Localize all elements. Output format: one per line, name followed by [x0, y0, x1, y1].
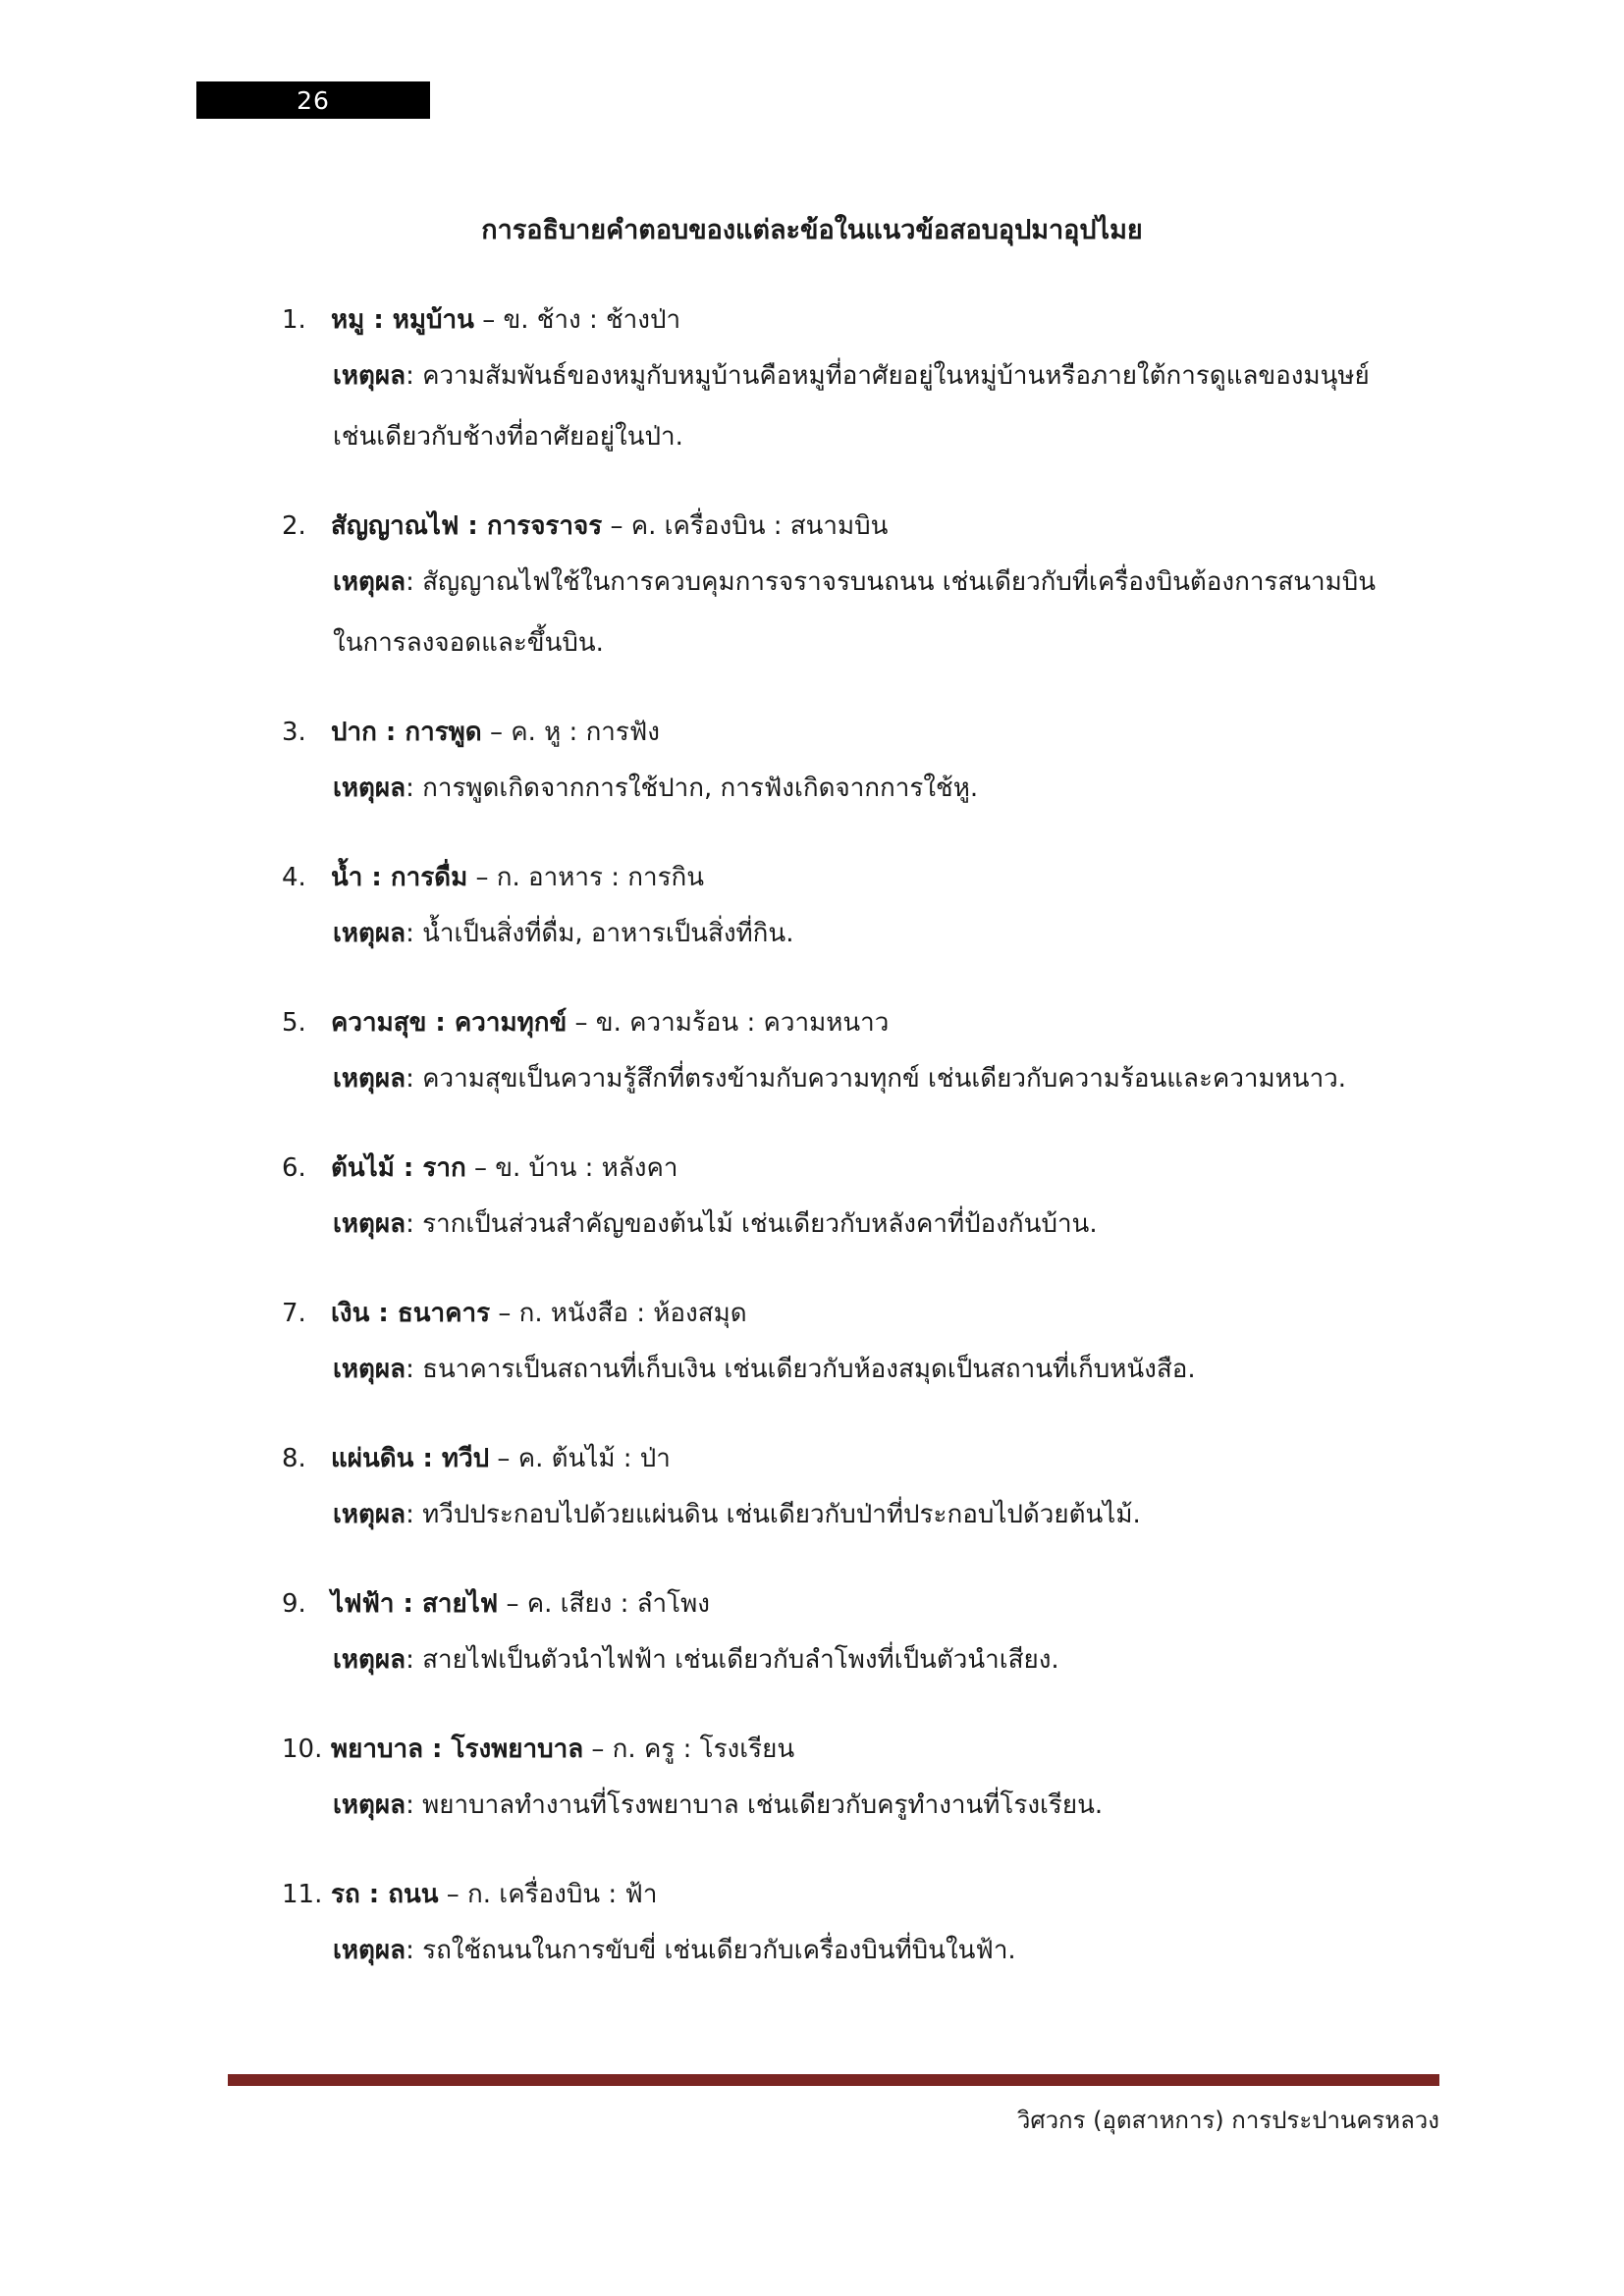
question-pair: แผ่นดิน : ทวีป: [331, 1444, 490, 1473]
question-line: [282, 852, 1460, 903]
question-line: [282, 1433, 1460, 1484]
item-number: 7.: [282, 1299, 306, 1328]
question-pair: น้ำ : การดื่ม: [331, 863, 468, 892]
reason-label: เหตุผล: [333, 919, 406, 948]
reason-text: : สัญญาณไฟใช้ในการควบคุมการจราจรบนถนน เช่นเดียวกับที่เครื่องบินต้องการสนามบิน: [406, 567, 1377, 597]
list-item: [282, 1724, 1460, 1869]
reason-text: : ความสัมพันธ์ของหมูกับหมูบ้านคือหมูที่อาศัยอยู่ในหมู่บ้านหรือภายใต้การดูแลของมนุษย์: [406, 361, 1370, 391]
page-number-bar: [196, 81, 430, 119]
answer-choice: – ข. บ้าน : หลังคา: [465, 1153, 678, 1183]
item-number: 4.: [282, 863, 306, 892]
item-number: 11.: [282, 1880, 323, 1909]
item-number: 5.: [282, 1008, 306, 1038]
question-line: [282, 1869, 1460, 1920]
list-item: [282, 707, 1460, 852]
reason-text: : ความสุขเป็นความรู้สึกที่ตรงข้ามกับความทุกข์ เช่นเดียวกับความร้อนและความหนาว.: [406, 1064, 1347, 1094]
question-pair: สัญญาณไฟ : การจราจร: [331, 511, 603, 541]
question-line: [282, 997, 1460, 1048]
reason-label: เหตุผล: [333, 1209, 406, 1239]
list-item: [282, 997, 1460, 1143]
reason-label: เหตุผล: [333, 1064, 406, 1094]
question-pair: หมู : หมูบ้าน: [331, 305, 474, 335]
answer-choice: – ข. ความร้อน : ความหนาว: [567, 1008, 890, 1038]
reason-text: : ทวีปประกอบไปด้วยแผ่นดิน เช่นเดียวกับป่าที่ประกอบไปด้วยต้นไม้.: [406, 1500, 1141, 1529]
answer-choice: – ก. อาหาร : การกิน: [467, 863, 705, 892]
answer-list: [282, 294, 1460, 2014]
item-number: 8.: [282, 1444, 306, 1473]
question-line: [282, 1724, 1460, 1775]
reason-text: : สายไฟเป็นตัวนำไฟฟ้า เช่นเดียวกับลำโพงที่เป็นตัวนำเสียง.: [406, 1645, 1059, 1675]
reason-label: เหตุผล: [333, 1500, 406, 1529]
reason-line: [282, 346, 1460, 406]
question-line: [282, 501, 1460, 552]
question-pair: ความสุข : ความทุกข์: [331, 1008, 568, 1038]
reason-label: เหตุผล: [333, 567, 406, 597]
list-item: [282, 1578, 1460, 1724]
list-item: [282, 1433, 1460, 1578]
reason-continuation: เช่นเดียวกับช้างที่อาศัยอยู่ในป่า.: [333, 422, 683, 452]
reason-label: เหตุผล: [333, 1936, 406, 1965]
reason-text: : รถใช้ถนนในการขับขี่ เช่นเดียวกับเครื่องบินที่บินในฟ้า.: [406, 1936, 1016, 1965]
question-pair: ต้นไม้ : ราก: [331, 1153, 466, 1183]
list-item: [282, 294, 1460, 501]
list-item: [282, 1143, 1460, 1288]
question-line: [282, 707, 1460, 758]
question-pair: พยาบาล : โรงพยาบาล: [331, 1735, 584, 1764]
item-number: 2.: [282, 511, 306, 541]
question-line: [282, 1578, 1460, 1629]
answer-choice: – ข. ช้าง : ช้างป่า: [473, 305, 681, 335]
item-number: 9.: [282, 1589, 306, 1619]
reason-text: : รากเป็นส่วนสำคัญของต้นไม้ เช่นเดียวกับหลังคาที่ป้องกันบ้าน.: [406, 1209, 1098, 1239]
item-number: 3.: [282, 718, 306, 747]
reason-label: เหตุผล: [333, 774, 406, 803]
reason-label: เหตุผล: [333, 1645, 406, 1675]
answer-choice: – ค. หู : การฟัง: [481, 718, 660, 747]
reason-line: [282, 1048, 1460, 1109]
reason-label: เหตุผล: [333, 361, 406, 391]
question-line: [282, 1288, 1460, 1339]
reason-line: [282, 903, 1460, 964]
footer-text: วิศวกร (อุตสาหการ) การประปานครหลวง: [1016, 2107, 1439, 2134]
question-line: [282, 294, 1460, 346]
page-title: การอธิบายคำตอบของแต่ละข้อในแนวข้อสอบอุปมาอุปไมย: [481, 215, 1143, 245]
answer-choice: – ค. ต้นไม้ : ป่า: [489, 1444, 671, 1473]
answer-choice: – ก. หนังสือ : ห้องสมุด: [490, 1299, 747, 1328]
question-pair: เงิน : ธนาคาร: [331, 1299, 491, 1328]
reason-line: [282, 758, 1460, 819]
list-item: [282, 501, 1460, 707]
item-number: 1.: [282, 305, 306, 335]
reason-label: เหตุผล: [333, 1790, 406, 1820]
page-number: 26: [297, 85, 330, 115]
reason-line: [282, 552, 1460, 613]
answer-choice: – ค. เครื่องบิน : สนามบิน: [602, 511, 889, 541]
reason-continuation: ในการลงจอดและขึ้นบิน.: [333, 628, 604, 658]
reason-label: เหตุผล: [333, 1355, 406, 1384]
reason-line: [282, 1339, 1460, 1400]
question-pair: รถ : ถนน: [331, 1880, 439, 1909]
reason-text: : น้ำเป็นสิ่งที่ดื่ม, อาหารเป็นสิ่งที่กิน.: [406, 919, 794, 948]
reason-text: : ธนาคารเป็นสถานที่เก็บเงิน เช่นเดียวกับห้องสมุดเป็นสถานที่เก็บหนังสือ.: [406, 1355, 1196, 1384]
footer-divider: [228, 2074, 1439, 2086]
list-item: [282, 1869, 1460, 2014]
reason-text: : พยาบาลทำงานที่โรงพยาบาล เช่นเดียวกับครูทำงานที่โรงเรียน.: [406, 1790, 1104, 1820]
list-item: [282, 1288, 1460, 1433]
reason-text: : การพูดเกิดจากการใช้ปาก, การฟังเกิดจากการใช้หู.: [406, 774, 979, 803]
reason-line: [282, 1484, 1460, 1545]
reason-line: [282, 1920, 1460, 1981]
reason-line: [282, 1194, 1460, 1255]
question-pair: ไฟฟ้า : สายไฟ: [331, 1589, 499, 1619]
list-item: [282, 852, 1460, 997]
reason-line: [282, 1629, 1460, 1690]
item-number: 6.: [282, 1153, 306, 1183]
answer-choice: – ก. ครู : โรงเรียน: [583, 1735, 795, 1764]
item-number: 10.: [282, 1735, 323, 1764]
answer-choice: – ก. เครื่องบิน : ฟ้า: [438, 1880, 658, 1909]
reason-line: [282, 1775, 1460, 1836]
answer-choice: – ค. เสียง : ลำโพง: [498, 1589, 710, 1619]
question-line: [282, 1143, 1460, 1194]
question-pair: ปาก : การพูด: [331, 718, 482, 747]
